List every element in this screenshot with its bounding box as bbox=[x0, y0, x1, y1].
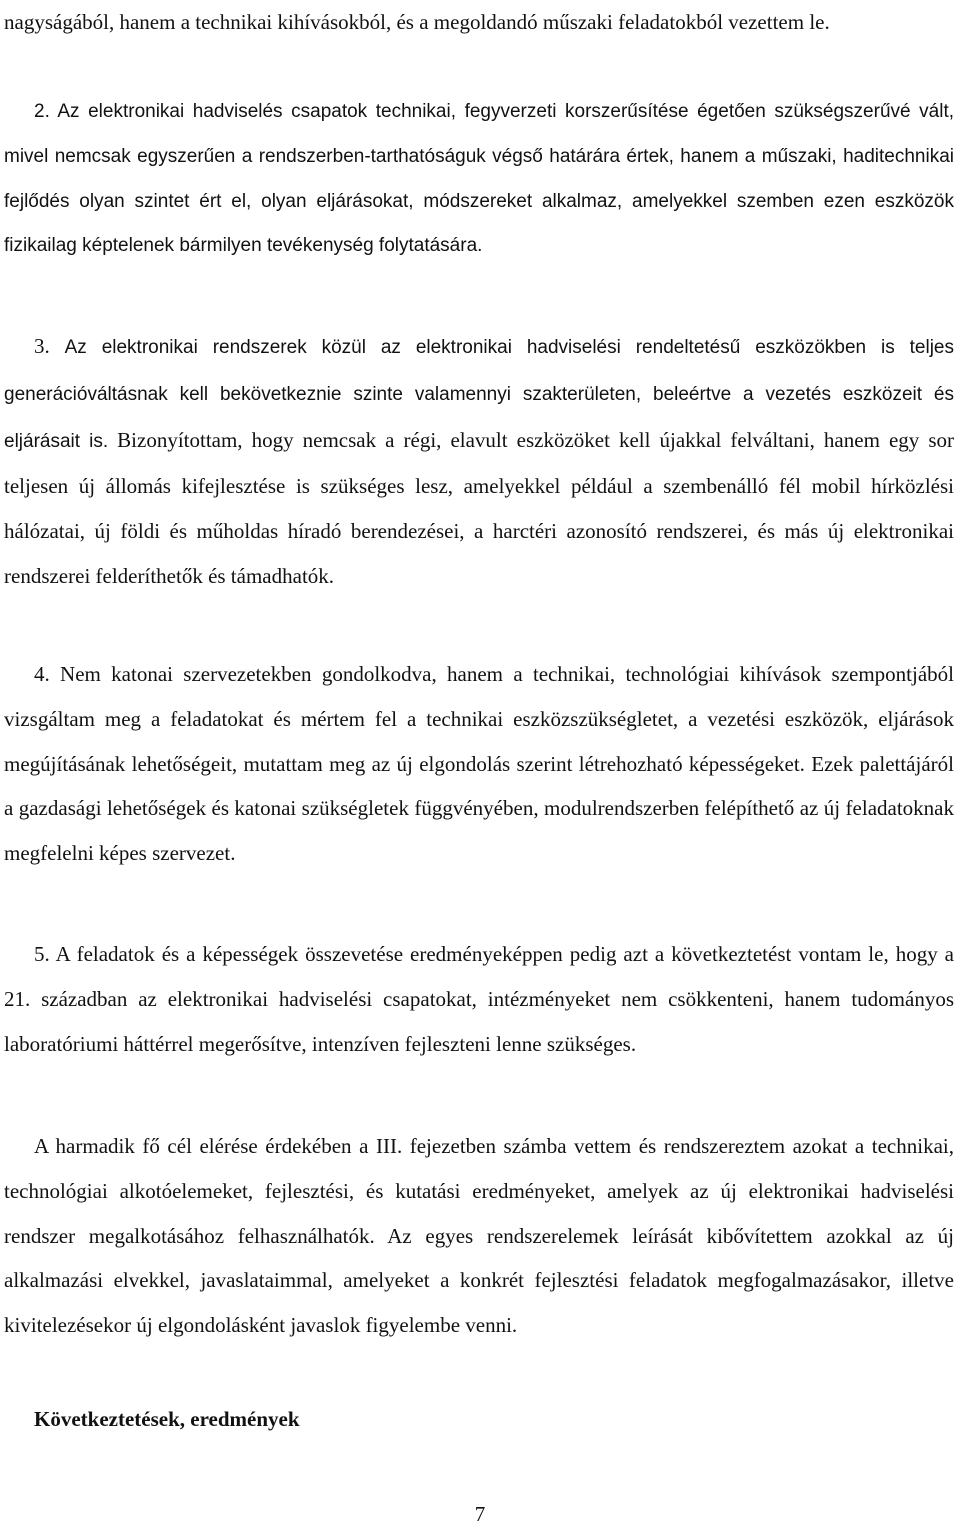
paragraph-3-number: 3. bbox=[34, 334, 65, 358]
page-number: 7 bbox=[474, 1502, 486, 1526]
paragraph-2 bbox=[4, 90, 954, 269]
paragraph-4: 4. Nem katonai szervezetekben gondolkodva, hanem a technikai, technológiai kihívások szempontjából vizsgáltam meg a feladatokat és mértem fel a technikai eszközszükségletet, a vezetési eszközök, eljárások megújításának lehetőségeit, mutattam meg az új elgondolás szerint létrehozható képességeket. Ezek palettájáról a gazdasági lehetőségek és katonai szükségletek függvényében, modulrendszerben felépíthető az új feladatoknak megfelelni képes szervezet. bbox=[4, 662, 954, 866]
paragraph-3-sans-text: Az elektronikai rendszerek közül az elektronikai hadviselési rendeltetésű eszközökben is teljes generációváltásnak kell bekövetkeznie szinte valamennyi szakterületen, beleértve a vezetés eszközeit és eljárásait is. bbox=[4, 337, 954, 452]
paragraph-intro: nagyságából, hanem a technikai kihívásokból, és a megoldandó műszaki feladatokból vezettem le. bbox=[4, 10, 830, 34]
paragraph-6: A harmadik fő cél elérése érdekében a III. fejezetben számba vettem és rendszereztem azokat a technikai, technológiai alkotóelemeket, fejlesztési, és kutatási eredményeket, amelyek az új elektronikai hadviselési rendszer megalkotásához felhasználhatók. Az egyes rendszerelemek leírását kibővítettem azokkal az új alkalmazási elvekkel, javaslataimmal, amelyeket a konkrét fejlesztési feladatok megfogalmazásakor, illetve kivitelezésekor új elgondolásként javaslok figyelembe venni. bbox=[4, 1134, 954, 1338]
paragraph-3-serif-text: Bizonyítottam, hogy nemcsak a régi, elavult eszközöket kell újakkal felváltani, hanem egy sor teljesen új állomás kifejlesztése is szükséges lesz, amelyekkel például a szembenálló fél mobil hírközlési hálózatai, új földi és műholdas híradó berendezései, a harctéri azonosító rendszerei, és más új elektronikai rendszerei felderíthetők és támadhatók. bbox=[4, 427, 954, 588]
paragraph-2-text: Az elektronikai hadviselés csapatok technikai, fegyverzeti korszerűsítése égetően szükségszerűvé vált, mivel nemcsak egyszerűen a rendszerben-tarthatóságuk végső határára értek, hanem a műszaki, haditechnikai fejlődés olyan szintet ért el, olyan eljárásokat, módszereket alkalmaz, amelyekkel szemben ezen eszközök fizikailag képtelenek bármilyen tevékenység folytatására. bbox=[4, 101, 954, 257]
paragraph-5: 5. A feladatok és a képességek összevetése eredményeképpen pedig azt a következtetést vontam le, hogy a 21. században az elektronikai hadviselési csapatokat, intézményeket nem csökkenteni, hanem tudományos laboratóriumi háttérrel megerősítve, intenzíven fejleszteni lenne szükséges. bbox=[4, 942, 954, 1056]
section-heading: Következtetések, eredmények bbox=[34, 1407, 300, 1431]
paragraph-3 bbox=[4, 324, 954, 599]
paragraph-2-number: 2. bbox=[34, 101, 58, 122]
